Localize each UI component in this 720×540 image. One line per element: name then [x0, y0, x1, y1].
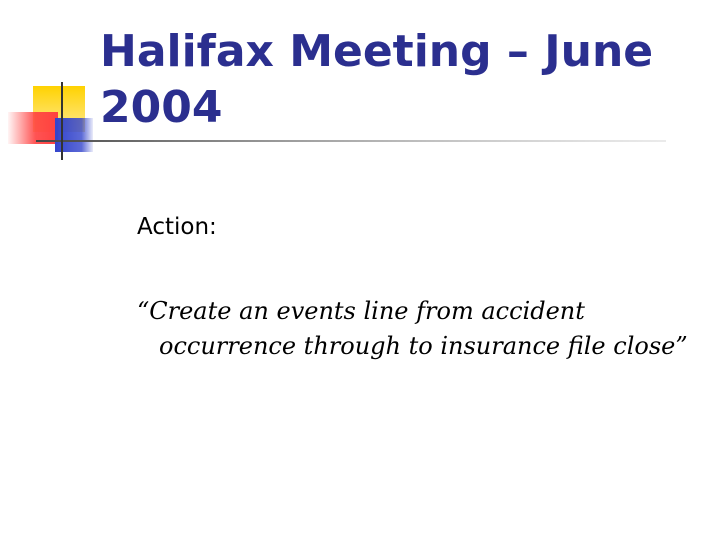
- vertical-rule: [61, 82, 63, 160]
- red-bar: [8, 112, 58, 144]
- action-label: Action:: [137, 214, 217, 240]
- horizontal-rule: [36, 140, 666, 142]
- slide-title: Halifax Meeting – June 2004: [100, 26, 654, 133]
- action-quote: “Create an events line from accident occurrence through to insurance file close”: [137, 297, 688, 360]
- blue-square: [55, 118, 93, 152]
